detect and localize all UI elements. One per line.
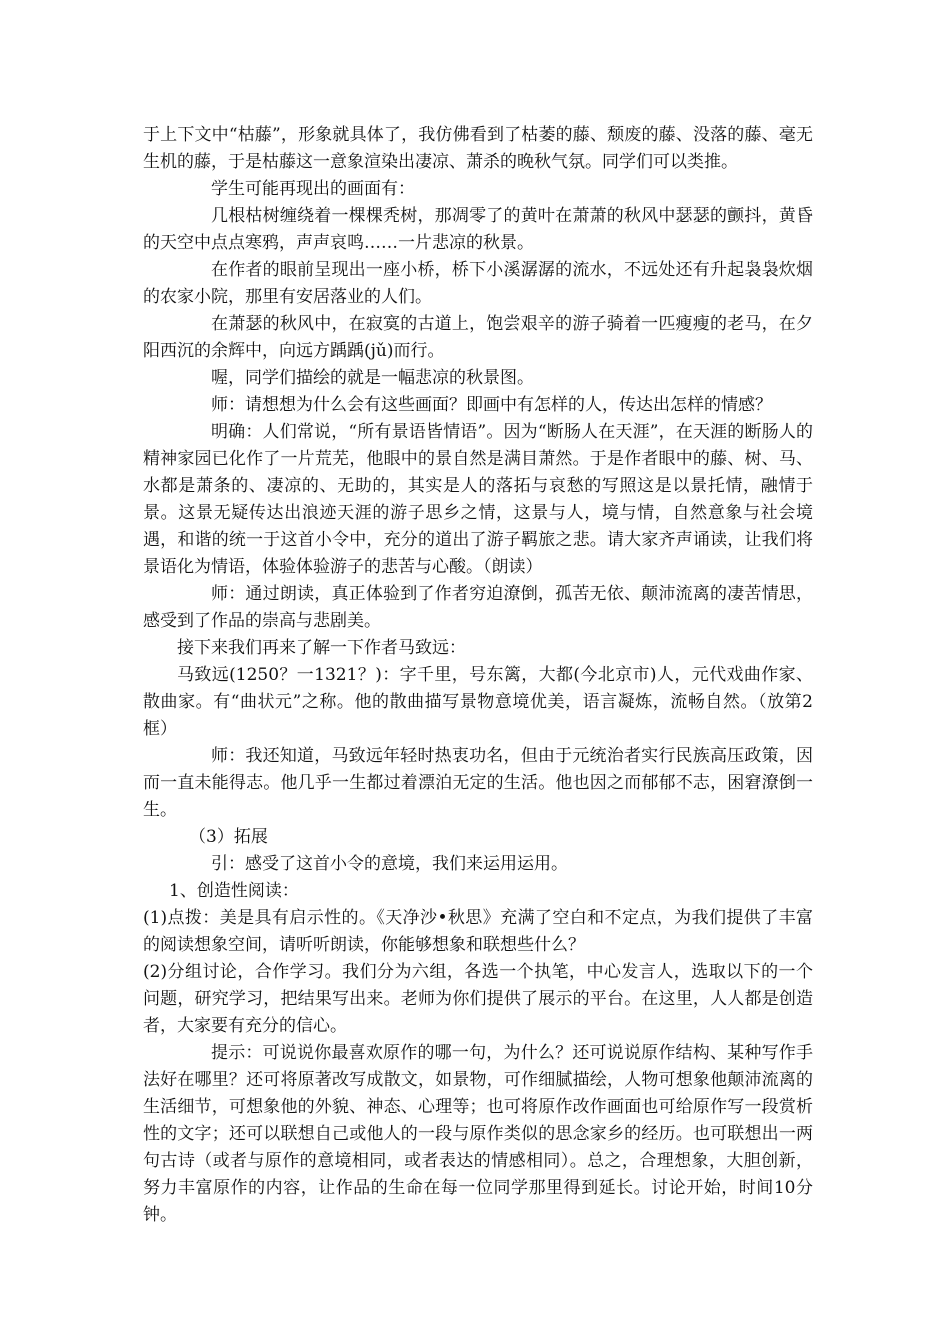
paragraph-author-bio: 马致远(1250？一1321？)：字千里，号东篱，大都(今北京市)人，元代戏曲作家、散曲家。有“曲状元”之称。他的散曲描写景物意境优美，语言凝炼，流畅自然。（放第2框） — [143, 665, 813, 739]
paragraph-scene-3: 在萧瑟的秋风中，在寂寞的古道上，饱尝艰辛的游子骑着一匹瘦瘦的老马，在夕阳西沉的余辉中，向远方踽踽(jǔ)而行。 — [143, 314, 813, 361]
document-body — [143, 122, 813, 1229]
paragraph-point-1: (1)点拨：美是具有启示性的。《天净沙•秋思》充满了空白和不定点，为我们提供了丰富的阅读想象空间，请听听朗读，你能够想象和联想些什么？ — [143, 908, 813, 955]
paragraph-author-intro: 接下来我们再来了解一下作者马致远： — [177, 638, 466, 658]
paragraph-teacher-reading: 师：通过朗读，真正体验到了作者穷迫潦倒，孤苦无依、颠沛流离的凄苦情思，感受到了作品的崇高与悲剧美。 — [143, 584, 813, 631]
paragraph-lead-in: 引：感受了这首小令的意境，我们来运用运用。 — [211, 854, 568, 874]
section-heading-creative-reading: 1、创造性阅读： — [169, 881, 299, 901]
paragraph-continuation: 于上下文中“枯藤”，形象就具体了，我仿佛看到了枯萎的藤、颓废的藤、没落的藤、毫无生机的藤，于是枯藤这一意象渲染出凄凉、萧杀的晚秋气氛。同学们可以类推。 — [143, 125, 813, 172]
paragraph-scene-2: 在作者的眼前呈现出一座小桥，桥下小溪潺潺的流水，不远处还有升起袅袅炊烟的农家小院，那里有安居落业的人们。 — [143, 260, 813, 307]
paragraph-hints: 提示：可说说你最喜欢原作的哪一句，为什么？还可说说原作结构、某种写作手法好在哪里？还可将原著改写成散文，如景物，可作细腻描绘，人物可想象他颠沛流离的生活细节，可想象他的外貌、神态、心理等；也可将原作改作画面也可给原作写一段赏析性的文字；还可以联想自己或他人的一段与原作类似的思念家乡的经历。也可联想出一两句古诗（或者与原作的意境相同，或者表达的情感相同）。总之，合理想象，大胆创新，努力丰富原作的内容，让作品的生命在每一位同学那里得到延长。讨论开始，时间10分钟。 — [143, 1043, 813, 1225]
paragraph-teacher-author: 师：我还知道，马致远年轻时热衷功名，但由于元统治者实行民族高压政策，因而一直未能得志。他几乎一生都过着漂泊无定的生活。他也因之而郁郁不志，困窘潦倒一生。 — [143, 746, 813, 820]
paragraph-point-2: (2)分组讨论，合作学习。我们分为六组，各选一个执笔，中心发言人，选取以下的一个问题，研究学习，把结果写出来。老师为你们提供了展示的平台。在这里，人人都是创造者，大家要有充分的信心。 — [143, 962, 813, 1036]
paragraph-summary: 喔，同学们描绘的就是一幅悲凉的秋景图。 — [211, 368, 534, 388]
paragraph-clarification: 明确：人们常说，“所有景语皆情语”。因为“断肠人在天涯”，在天涯的断肠人的精神家园已化作了一片荒芜，他眼中的景自然是满目萧然。于是作者眼中的藤、树、马、水都是萧条的、凄凉的、无助的，其实是人的落拓与哀愁的写照这是以景托情，融情于景。这景无疑传达出浪迹天涯的游子思乡之情，这景与人，境与情，自然意象与社会境遇，和谐的统一于这首小令中，充分的道出了游子羁旅之悲。请大家齐声诵读，让我们将景语化为情语，体验体验游子的悲苦与心酸。（朗读） — [143, 422, 813, 577]
section-heading-extension: （3）拓展 — [189, 827, 268, 847]
paragraph-scene-1: 几根枯树缠绕着一棵棵秃树，那凋零了的黄叶在萧萧的秋风中瑟瑟的颤抖，黄昏的天空中点点寒鸦，声声哀鸣……一片悲凉的秋景。 — [143, 206, 813, 253]
paragraph-possible-scenes: 学生可能再现出的画面有： — [211, 179, 415, 199]
paragraph-teacher-question: 师：请想想为什么会有这些画面？即画中有怎样的人，传达出怎样的情感？ — [211, 395, 772, 415]
